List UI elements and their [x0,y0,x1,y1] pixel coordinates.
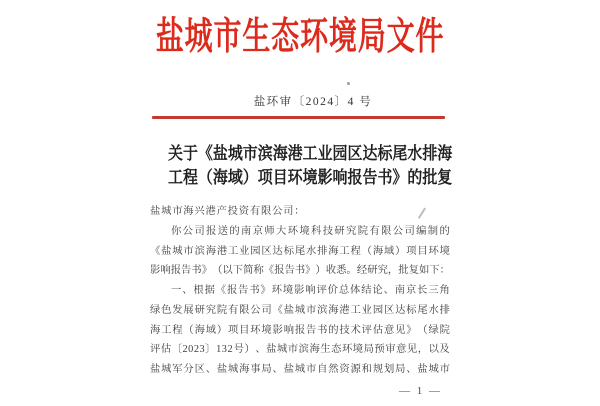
document-body [150,202,450,380]
document-title-line-1: 关于《盐城市滨海港工业园区达标尾水排海 [168,144,453,163]
agency-letterhead: 盐城市生态环境局文件 [155,16,445,58]
page-number: — 1 — [399,385,442,397]
body-line: 你 公 司 报 送 的 南 京 师 大 环 境 科 技 研 究 院 有 限 公 司 编 制 的 [171,225,450,237]
scan-artifact-dot [347,82,350,85]
body-line: 一 、 根 据 《 报 告 书 》 环 境 影 响 评 价 总 体 结 论 、 南 京 长 三 角 [171,285,450,296]
body-line-salutation: 盐城市海兴港产投资有限公司： [150,206,306,217]
body-line: 评 估 〔 2 0 2 3 〕 1 3 2 号 ） 、 盐 城 市 滨 海 生 态 环 境 局 预 审 意 见 ， 以 及 [150,344,450,356]
body-line: 海 工 程 （ 海 域 ） 项 目 环 境 影 响 报 告 书 的 技 术 评 估 意 见 》 （ 绿 院 [150,324,450,336]
body-line: 影 响 报 告 书 》 （ 以 下 简 称 《 报 告 书 》 ） 收 悉 。 经 研 究 ， 批 复 如 下 ： [150,265,450,277]
body-line: 绿 色 发 展 研 究 院 有 限 公 司 《 盐 城 市 滨 海 港 工 业 园 区 达 标 尾 水 排 [150,304,450,316]
red-divider-line [152,116,445,119]
document-title [150,142,453,189]
body-line: 《 盐 城 市 滨 海 港 工 业 园 区 达 标 尾 水 排 海 工 程 （ 海 域 ） 项 目 环 境 [150,245,450,257]
document-number: 盐环审〔2024〕4 号 [253,96,373,108]
document-title-line-2: 工程（海域）项目环境影响报告书》的批复 [168,167,453,187]
body-line: 盐 城 军 分 区 、 盐 城 海 事 局 、 盐 城 市 自 然 资 源 和 规 划 局 、 盐 城 市 [150,364,450,375]
